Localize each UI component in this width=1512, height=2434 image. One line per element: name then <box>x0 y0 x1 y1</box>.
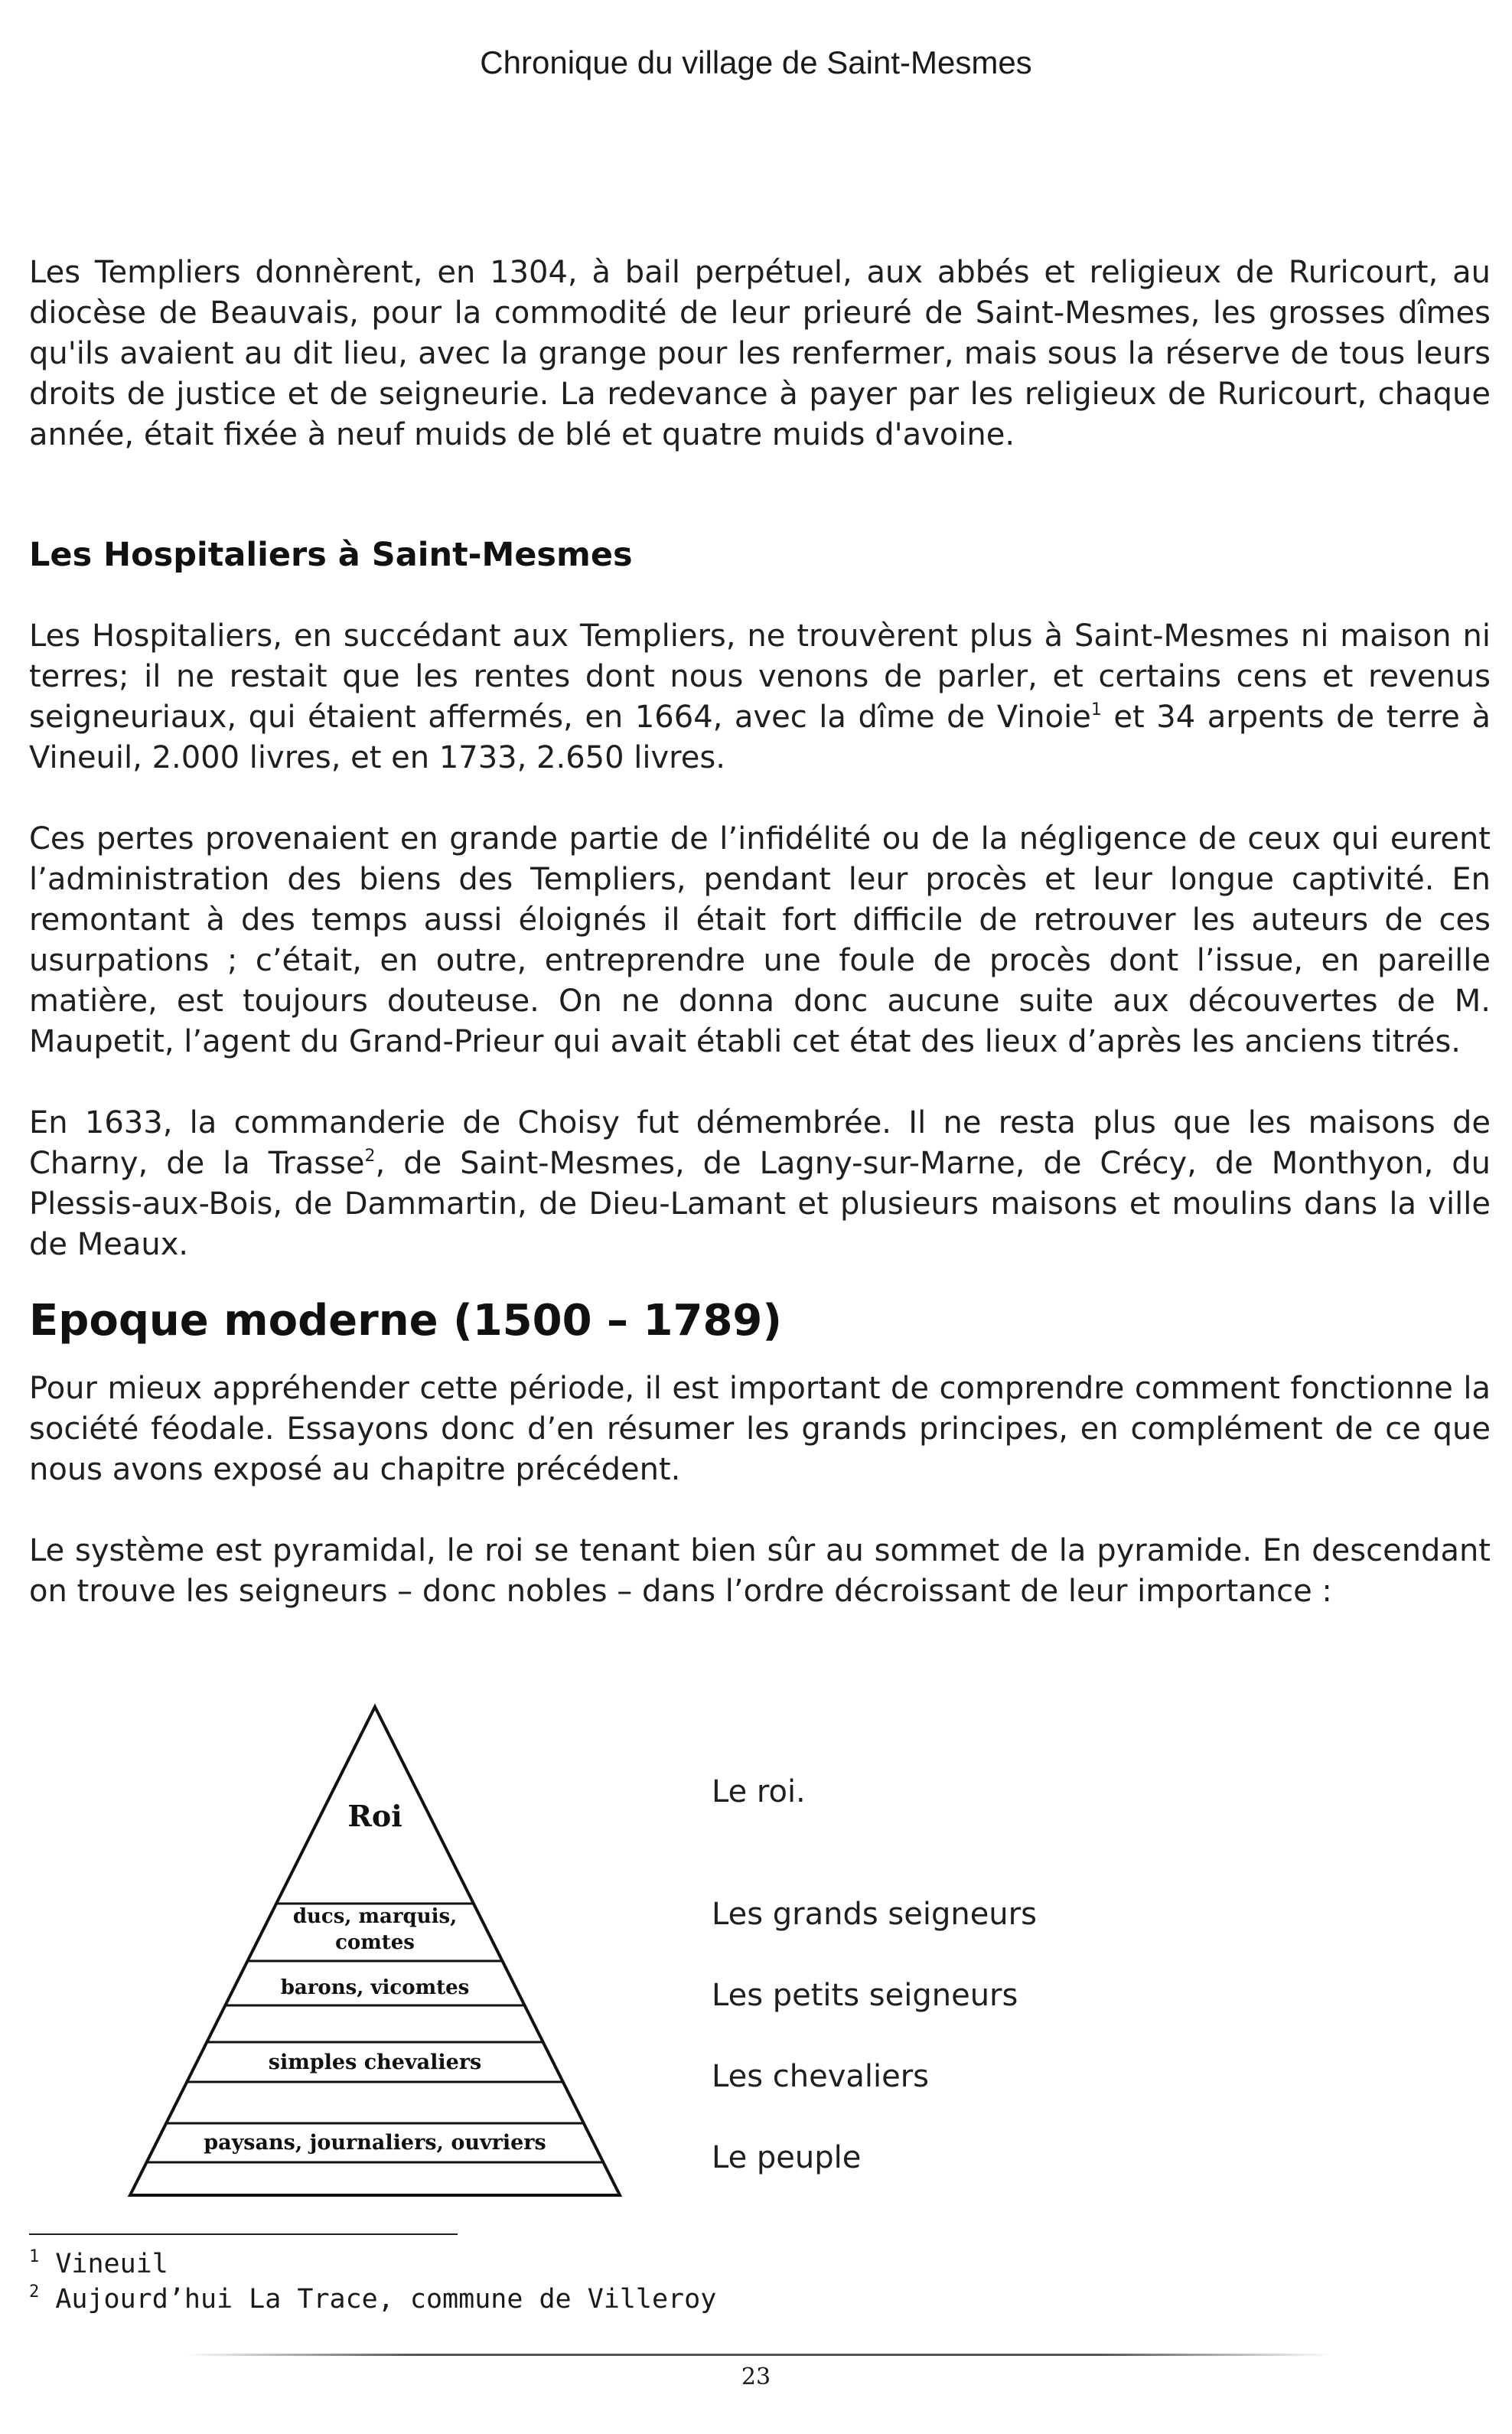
pyramid-tier-roi: Roi <box>347 1799 402 1833</box>
paragraph-commanderie-text-2: , de Saint-Mesmes, de Lagny-sur-Marne, de Crécy, de Monthyon, du Plessis-aux-Bois, de Dammartin, de Dieu-Lamant et plusieurs maisons et moulins dans la ville de Meaux. <box>29 1146 1491 1262</box>
pyramid-tier-barons: barons, vicomtes <box>280 1976 470 1999</box>
pyramid-label-peuple: Le peuple <box>712 2140 862 2175</box>
footnote-2 <box>29 2282 716 2317</box>
paragraph-hospitaliers <box>29 616 1491 778</box>
heading-hospitaliers: Les Hospitaliers à Saint-Mesmes <box>29 536 633 574</box>
paragraph-hospitaliers-text-2: et 34 arpents de terre à Vineuil, 2.000 livres, et en 1733, 2.650 livres. <box>29 700 1491 775</box>
feudal-pyramid-figure <box>122 1701 627 2198</box>
pyramid-tier-paysans: paysans, journaliers, ouvriers <box>204 2131 546 2155</box>
page-number: 23 <box>741 2364 771 2390</box>
footnote-text: Aujourd’hui La Trace, commune de Villeroy <box>39 2284 717 2315</box>
footnote-ref-2: 2 <box>364 1147 376 1166</box>
pyramid-label-roi: Le roi. <box>712 1774 806 1809</box>
footnote-number: 2 <box>29 2282 40 2302</box>
pyramid-diagram <box>122 1701 627 2198</box>
paragraph-commanderie <box>29 1103 1491 1265</box>
paragraph-pertes: Ces pertes provenaient en grande partie de l’infidélité ou de la négligence de ceux qui eurent l’administration des biens des Templiers, pendant leur procès et leur longue captivité. En remontant à des temps aussi éloignés il était fort difficile de retrouver les auteurs de ces usurpations ; c’était, en outre, entreprendre une foule de procès dont l’issue, en pareille matière, est toujours douteuse. On ne donna donc aucune suite aux découvertes de M. Maupetit, l’agent du Grand-Prieur qui avait établi cet état des lieux d’après les anciens titrés. <box>29 821 1491 1059</box>
pyramid-label-petits-seigneurs: Les petits seigneurs <box>712 1978 1018 2013</box>
running-header: Chronique du village de Saint-Mesmes <box>480 44 1032 80</box>
footnote-separator <box>29 2233 458 2235</box>
pyramid-tier-chevaliers: simples chevaliers <box>268 2051 482 2074</box>
pyramid-label-chevaliers: Les chevaliers <box>712 2059 930 2094</box>
paragraph-systeme: Le système est pyramidal, le roi se tenant bien sûr au sommet de la pyramide. En descendant on trouve les seigneurs – donc nobles – dans l’ordre décroissant de leur importance : <box>29 1533 1491 1609</box>
paragraph-periode: Pour mieux appréhender cette période, il est important de comprendre comment fonctionne la société féodale. Essayons donc d’en résumer les grands principes, en complément de ce que nous avons exposé au chapitre précédent. <box>29 1371 1491 1487</box>
page-footer-rule <box>184 2354 1331 2356</box>
pyramid-tier-comtes: comtes <box>335 1931 415 1954</box>
footnote-ref-1: 1 <box>1090 700 1102 719</box>
pyramid-label-grands-seigneurs: Les grands seigneurs <box>712 1897 1037 1932</box>
paragraph-hospitaliers-text: Les Hospitaliers, en succédant aux Templiers, ne trouvèrent plus à Saint-Mesmes ni maison ni terres; il ne restait que les rentes dont nous venons de parler, et certains cens et revenus seigneuriaux, qui étaient affermés, en 1664, avec la dîme de Vinoie <box>29 618 1491 735</box>
footnote-text: Vineuil <box>39 2249 168 2279</box>
heading-epoque-moderne: Epoque moderne (1500 – 1789) <box>29 1296 782 1346</box>
page-body <box>29 253 1491 1612</box>
footnote-number: 1 <box>29 2247 40 2266</box>
pyramid-tier-ducs: ducs, marquis, <box>292 1905 458 1928</box>
paragraph-commanderie-text: En 1633, la commanderie de Choisy fut démembrée. Il ne resta plus que les maisons de Charny, de la Trasse <box>29 1105 1491 1181</box>
footnote-1 <box>29 2246 716 2282</box>
paragraph-templiers: Les Templiers donnèrent, en 1304, à bail perpétuel, aux abbés et religieux de Ruricourt, au diocèse de Beauvais, pour la commodité de leur prieuré de Saint-Mesmes, les grosses dîmes qu'ils avaient au dit lieu, avec la grange pour les renfermer, mais sous la réserve de tous leurs droits de justice et de seigneurie. La redevance à payer par les religieux de Ruricourt, chaque année, était fixée à neuf muids de blé et quatre muids d'avoine. <box>29 255 1491 452</box>
footnotes <box>29 2246 716 2317</box>
